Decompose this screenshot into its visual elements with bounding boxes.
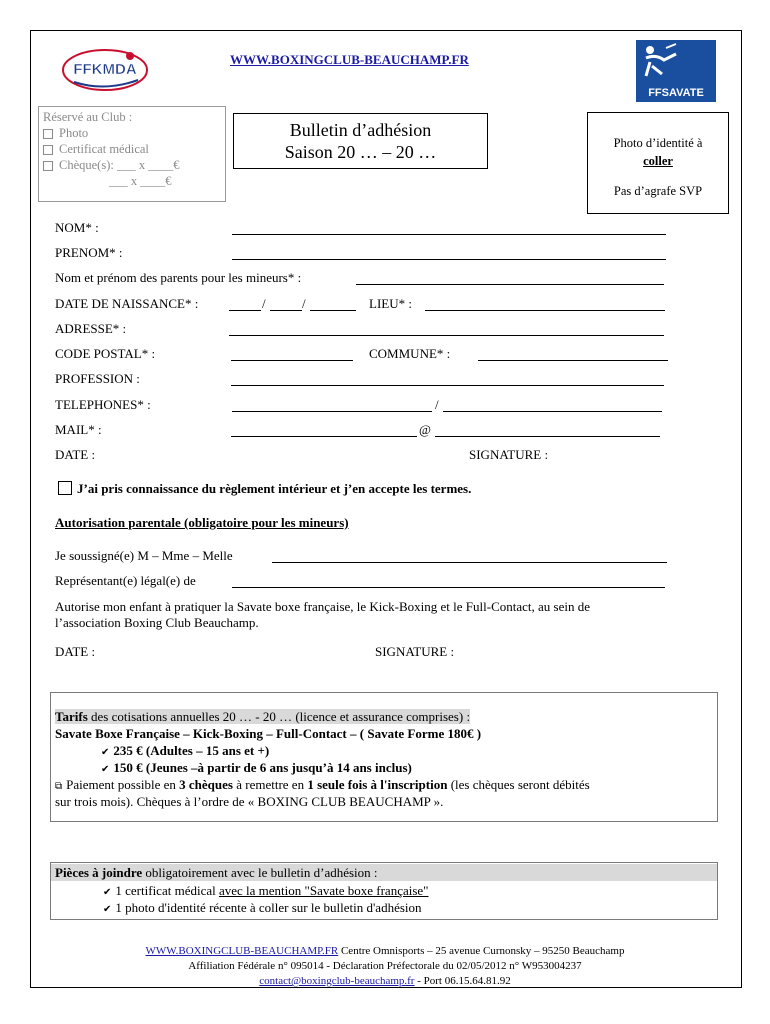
mail-at-sign: @: [419, 422, 431, 437]
piece-item-1-a: 1 certificat médical: [115, 883, 219, 898]
autorisation-signature-label: SIGNATURE :: [375, 644, 455, 659]
nom-field[interactable]: [232, 234, 666, 235]
title-line-1: Bulletin d’adhésion: [289, 120, 432, 140]
autorisation-date-label: DATE :: [55, 644, 96, 659]
pieces-title: [51, 864, 717, 881]
soussigne-field[interactable]: [272, 562, 667, 563]
photo-box-line-1: Photo d’identité à: [613, 136, 703, 150]
pieces-box: [50, 862, 718, 920]
ffkmda-logo: [60, 46, 150, 96]
adresse-field[interactable]: [229, 335, 664, 336]
date-label: DATE :: [55, 447, 96, 462]
naissance-label: DATE DE NAISSANCE* :: [55, 296, 199, 311]
piece-item-2-text: 1 photo d'identité récente à coller sur le bulletin d'adhésion: [115, 900, 422, 915]
telephone-2-field[interactable]: [443, 411, 662, 412]
check-icon: ✔: [101, 764, 110, 775]
birth-month-field[interactable]: [270, 310, 302, 311]
mail-user-field[interactable]: [231, 436, 417, 437]
check-icon: ✔: [103, 904, 112, 915]
representant-field[interactable]: [232, 587, 665, 588]
telephones-label: TELEPHONES* :: [55, 397, 151, 412]
cheques-label-2: ___ x ____€: [109, 174, 172, 188]
pay-d: 1 seule fois à l'inscription: [307, 777, 448, 792]
footer-line-1: [0, 945, 770, 957]
copy-icon: ⧉: [55, 781, 63, 792]
signature-label: SIGNATURE :: [469, 447, 549, 462]
autorisation-text-2: l’association Boxing Club Beauchamp.: [55, 615, 259, 630]
ffkmda-logo-text: FFKMDA: [73, 61, 137, 78]
photo-box-line-3: Pas d’agrafe SVP: [613, 184, 703, 198]
photo-checkbox[interactable]: [43, 129, 53, 139]
commune-field[interactable]: [478, 360, 668, 361]
tarifs-line-1-shade: [55, 709, 470, 724]
tarif-jeunes-text: 150 € (Jeunes –à partir de 6 ans jusqu’à 14 ans inclus): [113, 760, 412, 775]
soussigne-label: Je soussigné(e) M – Mme – Melle: [55, 548, 233, 563]
footer-line-3: [0, 975, 770, 987]
piece-item-2: [103, 899, 422, 918]
pieces-rest: obligatoirement avec le bulletin d’adhésion :: [142, 865, 378, 880]
reglement-text: J’ai pris connaissance du règlement intérieur et j’en accepte les termes.: [77, 481, 472, 496]
nom-label: NOM* :: [55, 220, 99, 235]
pieces-label: Pièces à joindre: [55, 865, 143, 880]
footer-email-link[interactable]: contact@boxingclub-beauchamp.fr: [259, 975, 415, 987]
photo-box-line-2: coller: [643, 154, 673, 168]
tarifs-line-1: [55, 708, 470, 725]
date-sep-2: /: [302, 296, 306, 311]
reserve-club-box: [38, 106, 226, 202]
cheques-checkbox[interactable]: [43, 161, 53, 171]
birth-year-field[interactable]: [310, 310, 356, 311]
pay-c: à remettre en: [232, 777, 308, 792]
tarifs-box: [50, 692, 718, 822]
parents-label: Nom et prénom des parents pour les mineurs* :: [55, 270, 302, 285]
prenom-field[interactable]: [232, 259, 666, 260]
lieu-field[interactable]: [425, 310, 665, 311]
title-box: [233, 113, 488, 169]
pay-b: 3 chèques: [179, 777, 233, 792]
commune-label: COMMUNE* :: [369, 346, 451, 361]
tarifs-line-1-rest: des cotisations annuelles 20 … - 20 … (licence et assurance comprises) :: [87, 709, 471, 724]
birth-day-field[interactable]: [229, 310, 261, 311]
mail-label: MAIL* :: [55, 422, 102, 437]
pay-e: (les chèques seront débités: [447, 777, 590, 792]
profession-field[interactable]: [231, 385, 664, 386]
photo-box: [587, 112, 729, 214]
footer-address: Centre Omnisports – 25 avenue Curnonsky – 95250 Beauchamp: [338, 945, 625, 957]
cheques-label: Chèque(s): ___ x ____€: [59, 158, 180, 172]
photo-label: Photo: [59, 126, 89, 140]
tarifs-label: Tarifs: [55, 709, 88, 724]
tarif-adultes-text: 235 € (Adultes – 15 ans et +): [113, 743, 270, 758]
mail-domain-field[interactable]: [435, 436, 660, 437]
tarifs-line-2: Savate Boxe Française – Kick-Boxing – Full-Contact – ( Savate Forme 180€ ): [55, 726, 482, 741]
ffsavate-logo-text: FFSAVATE: [648, 87, 704, 99]
reserve-title: Réservé au Club :: [43, 110, 133, 124]
lieu-label: LIEU* :: [369, 296, 412, 311]
check-icon: ✔: [101, 747, 110, 758]
reglement-checkbox[interactable]: [58, 481, 72, 495]
footer-url-link[interactable]: WWW.BOXINGCLUB-BEAUCHAMP.FR: [145, 945, 339, 957]
ffsavate-logo: [636, 40, 716, 102]
footer-port: - Port 06.15.64.81.92: [414, 975, 511, 987]
piece-item-1-b: avec la mention "Savate boxe française": [218, 883, 429, 898]
footer-affiliation: Affiliation Fédérale n° 095014 - Déclaration Préfectorale du 02/05/2012 n° W953004237: [188, 960, 582, 972]
code-postal-label: CODE POSTAL* :: [55, 346, 156, 361]
pay-a: Paiement possible en: [66, 777, 180, 792]
check-icon: ✔: [103, 887, 112, 898]
title-season: Saison 20 … – 20 …: [284, 142, 437, 162]
autorisation-title: Autorisation parentale (obligatoire pour les mineurs): [55, 515, 349, 530]
website-url-link[interactable]: WWW.BOXINGCLUB-BEAUCHAMP.FR: [230, 52, 469, 67]
code-postal-field[interactable]: [231, 360, 353, 361]
prenom-label: PRENOM* :: [55, 245, 123, 260]
tel-separator: /: [435, 397, 439, 412]
autorisation-text-1: Autorise mon enfant à pratiquer la Savate boxe française, le Kick-Boxing et le Full-Contact, au sein de: [55, 599, 590, 614]
certificat-label: Certificat médical: [59, 142, 149, 156]
date-sep-1: /: [262, 296, 266, 311]
telephone-1-field[interactable]: [232, 411, 432, 412]
certificat-checkbox[interactable]: [43, 145, 53, 155]
paiement-line-2: sur trois mois). Chèques à l’ordre de « BOXING CLUB BEAUCHAMP ».: [55, 794, 444, 809]
parents-field[interactable]: [356, 284, 664, 285]
representant-label: Représentant(e) légal(e) de: [55, 573, 196, 588]
profession-label: PROFESSION :: [55, 371, 140, 386]
adresse-label: ADRESSE* :: [55, 321, 127, 336]
